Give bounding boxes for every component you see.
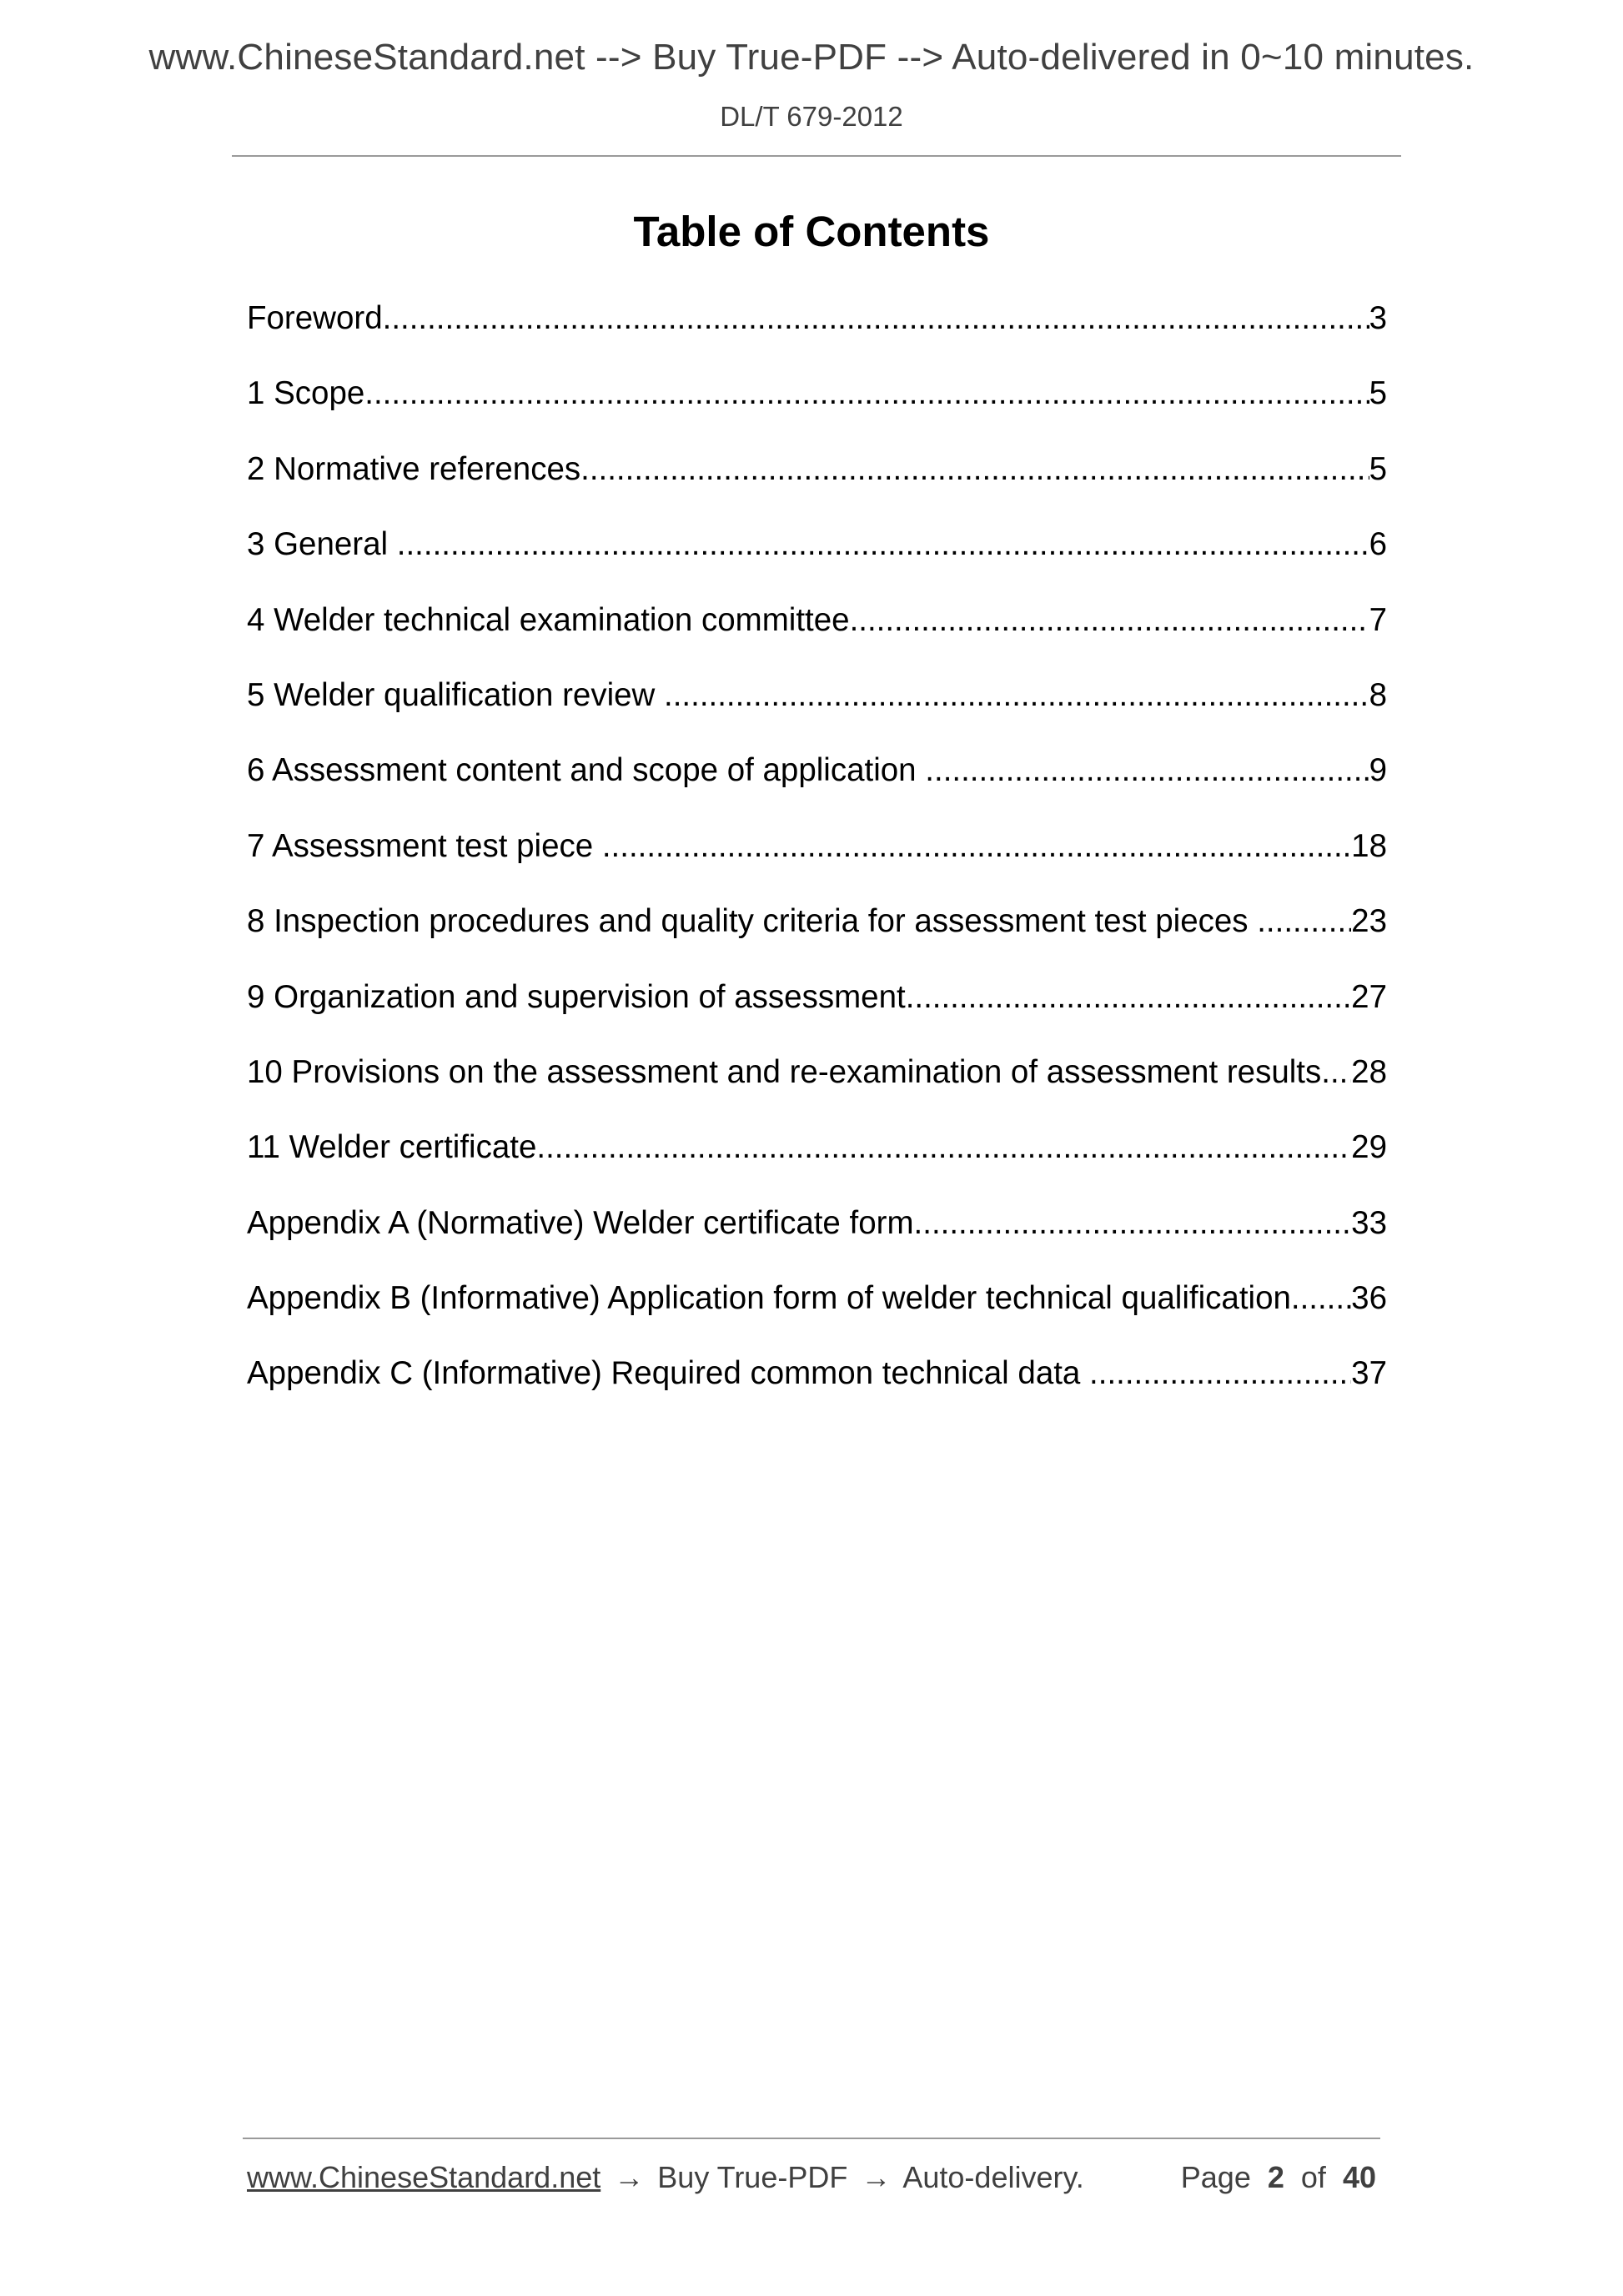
toc-list xyxy=(247,300,1387,1431)
toc-entry-scope[interactable] xyxy=(247,375,1387,450)
toc-entry-page: 18 xyxy=(1351,827,1387,864)
toc-entry-label: 3 General xyxy=(247,526,397,563)
toc-entry-page: 5 xyxy=(1369,450,1387,487)
toc-entry-appendix-c[interactable] xyxy=(247,1355,1387,1430)
toc-entry-label: 4 Welder technical examination committee xyxy=(247,601,850,638)
toc-entry-label: 1 Scope xyxy=(247,375,365,412)
toc-dot-leader xyxy=(536,1129,1351,1166)
arrow-right-icon: → xyxy=(861,2160,892,2194)
toc-entry-page: 27 xyxy=(1351,978,1387,1015)
toc-dot-leader xyxy=(664,677,1369,714)
toc-dot-leader xyxy=(397,526,1369,563)
toc-entry-inspection-procedures[interactable] xyxy=(247,903,1387,978)
footer-divider xyxy=(243,2138,1380,2139)
current-page-number: 2 xyxy=(1267,2160,1284,2194)
toc-entry-welder-certificate[interactable] xyxy=(247,1129,1387,1204)
toc-dot-leader xyxy=(906,979,1351,1016)
toc-title: Table of Contents xyxy=(633,208,990,255)
toc-entry-label: Foreword xyxy=(247,300,383,336)
toc-entry-page: 37 xyxy=(1351,1355,1387,1392)
toc-entry-page: 9 xyxy=(1369,752,1387,789)
toc-entry-page: 8 xyxy=(1369,676,1387,713)
toc-entry-page: 6 xyxy=(1369,526,1387,563)
toc-dot-leader xyxy=(1257,903,1351,940)
toc-entry-page: 7 xyxy=(1369,601,1387,638)
toc-entry-test-piece[interactable] xyxy=(247,828,1387,903)
toc-entry-appendix-a[interactable] xyxy=(247,1205,1387,1280)
toc-entry-label: Appendix B (Informative) Application form of welder technical qualification xyxy=(247,1280,1291,1317)
toc-entry-general[interactable] xyxy=(247,526,1387,601)
total-pages-number: 40 xyxy=(1342,2160,1376,2194)
of-label: of xyxy=(1300,2160,1326,2194)
toc-entry-label: 2 Normative references xyxy=(247,450,581,487)
toc-entry-assessment-content[interactable] xyxy=(247,752,1387,827)
toc-entry-label: 5 Welder qualification review xyxy=(247,676,665,713)
toc-dot-leader xyxy=(1089,1355,1351,1392)
header-divider xyxy=(232,155,1401,157)
toc-entry-page: 28 xyxy=(1351,1053,1387,1090)
toc-entry-appendix-b[interactable] xyxy=(247,1280,1387,1355)
toc-dot-leader xyxy=(364,375,1369,412)
toc-entry-page: 33 xyxy=(1351,1204,1387,1241)
page-indicator xyxy=(1181,2160,1376,2195)
toc-entry-page: 3 xyxy=(1369,300,1387,336)
toc-entry-normative-references[interactable] xyxy=(247,451,1387,526)
toc-entry-label: 9 Organization and supervision of assessment xyxy=(247,978,906,1015)
toc-entry-foreword[interactable] xyxy=(247,300,1387,375)
footer-buy-text: Buy True-PDF xyxy=(657,2160,848,2194)
toc-dot-leader xyxy=(580,451,1369,488)
toc-entry-page: 23 xyxy=(1351,903,1387,940)
toc-entry-label: 11 Welder certificate xyxy=(247,1129,537,1166)
footer-promo xyxy=(247,2160,1084,2195)
toc-dot-leader xyxy=(602,828,1351,865)
footer-site-link[interactable]: www.ChineseStandard.net xyxy=(247,2160,601,2194)
toc-dot-leader xyxy=(1321,1054,1351,1091)
toc-dot-leader xyxy=(925,752,1369,789)
toc-entry-organization-supervision[interactable] xyxy=(247,979,1387,1054)
toc-entry-page: 36 xyxy=(1351,1280,1387,1317)
toc-entry-page: 29 xyxy=(1351,1129,1387,1166)
toc-dot-leader xyxy=(383,300,1369,337)
footer-delivery-text: Auto-delivery. xyxy=(902,2160,1084,2194)
top-banner: www.ChineseStandard.net --> Buy True-PDF --> Auto-delivered in 0~10 minutes. xyxy=(148,37,1475,78)
toc-entry-label: 8 Inspection procedures and quality criteria for assessment test pieces xyxy=(247,903,1258,940)
toc-entry-label: 7 Assessment test piece xyxy=(247,827,602,864)
toc-entry-label: Appendix C (Informative) Required common technical data xyxy=(247,1355,1090,1392)
toc-entry-label: 6 Assessment content and scope of application xyxy=(247,752,926,789)
toc-entry-qualification-review[interactable] xyxy=(247,677,1387,752)
arrow-right-icon: → xyxy=(614,2160,645,2194)
toc-entry-re-examination[interactable] xyxy=(247,1054,1387,1129)
toc-entry-committee[interactable] xyxy=(247,602,1387,677)
toc-entry-label: 10 Provisions on the assessment and re-examination of assessment results xyxy=(247,1053,1322,1090)
toc-entry-page: 5 xyxy=(1369,375,1387,412)
toc-dot-leader xyxy=(1291,1280,1351,1317)
toc-dot-leader xyxy=(850,602,1369,639)
toc-entry-label: Appendix A (Normative) Welder certificate form xyxy=(247,1204,914,1241)
toc-dot-leader xyxy=(914,1205,1352,1242)
document-code: DL/T 679-2012 xyxy=(720,101,903,132)
page-label: Page xyxy=(1180,2160,1251,2194)
